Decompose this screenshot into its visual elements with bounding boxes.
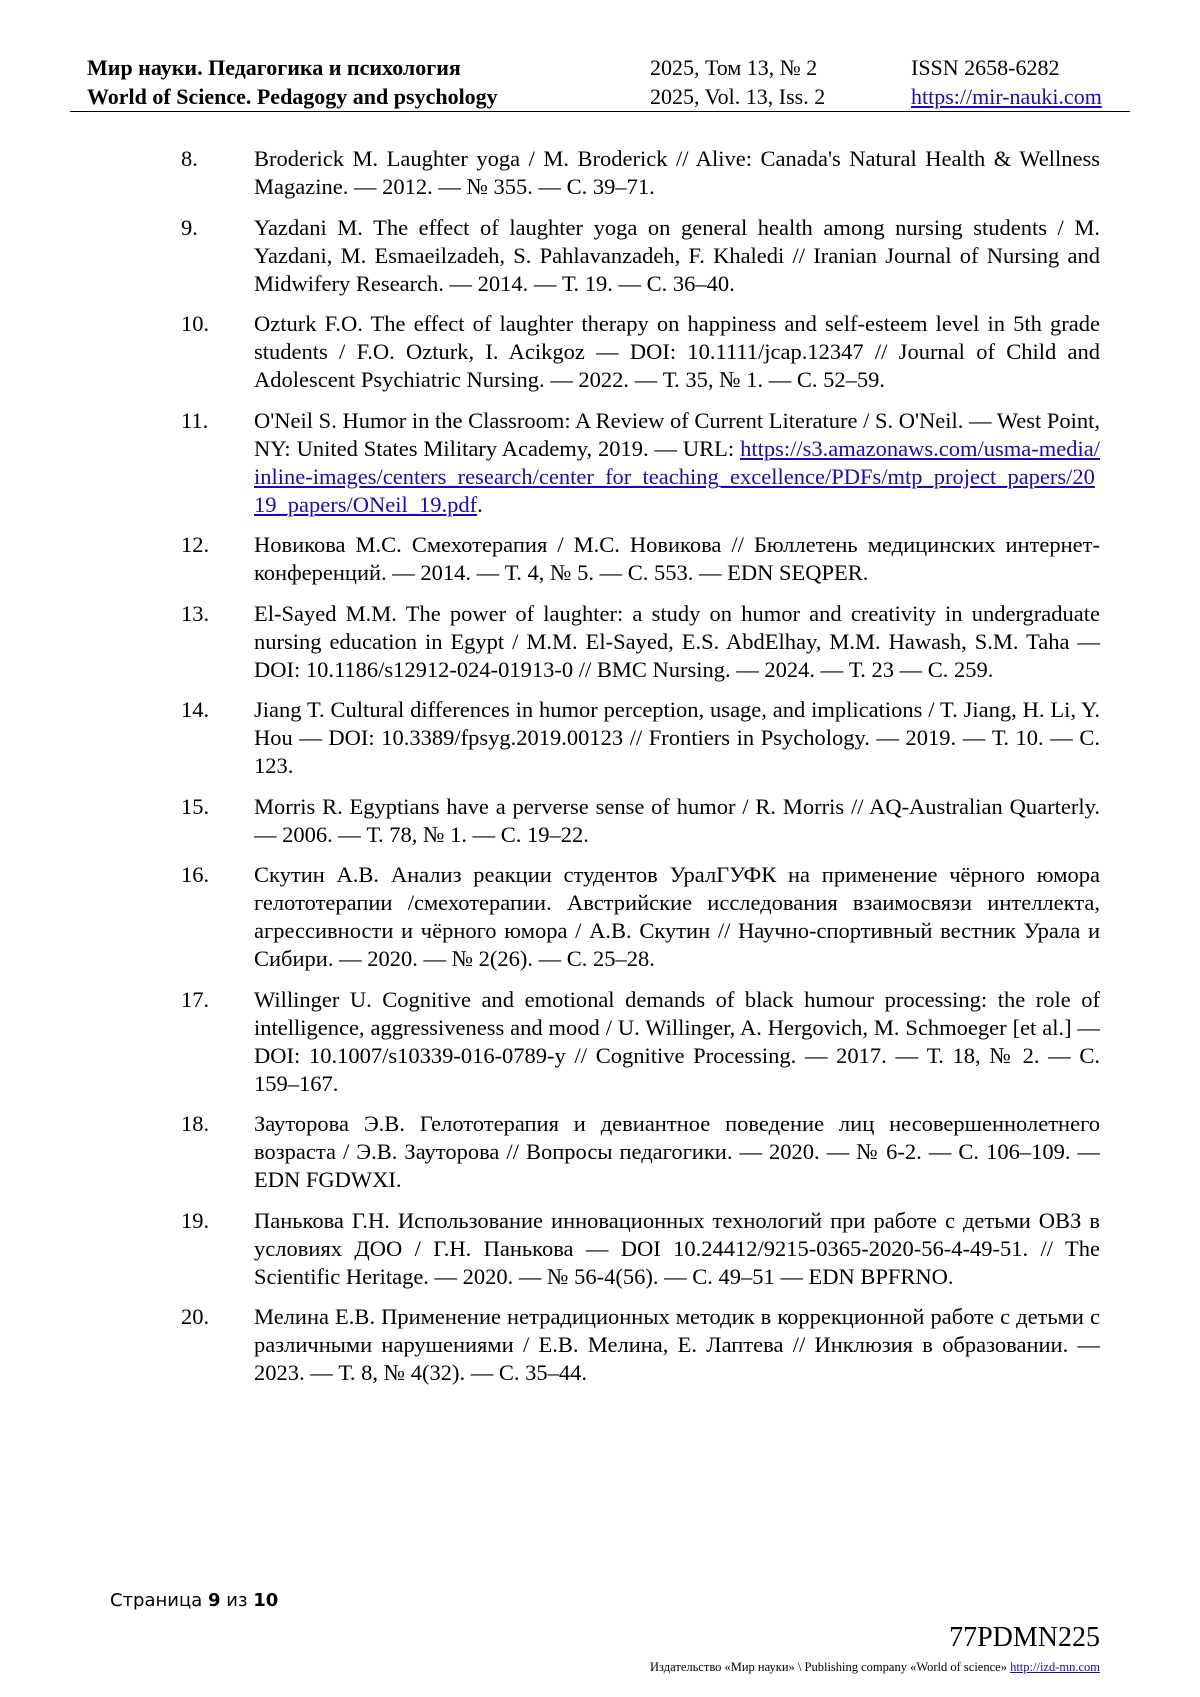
- reference-text: Зауторова Э.В. Гелототерапия и девиантное поведение лиц несовершеннолетнего возраста / Э.В. Зауторова // Вопросы педагогики. — 2020. — № 6-2. — С. 106–109. — EDN FGDWXI.: [254, 1111, 1100, 1192]
- publisher-link[interactable]: http://izd-mn.com: [1010, 1660, 1100, 1674]
- reference-text: El-Sayed M.M. The power of laughter: a study on humor and creativity in undergraduate nursing education in Egypt / M.M. El-Sayed, E.S. AbdElhay, M.M. Hawash, S.M. Taha — DOI: 10.1186/s12912-024-01913-0 // BMC Nursing. — 2024. — Т. 23 — С. 259.: [254, 600, 1100, 682]
- issue-info: [650, 53, 825, 111]
- reference-item: [181, 214, 1100, 298]
- reference-number: 10.: [181, 311, 210, 336]
- reference-item: [181, 145, 1100, 201]
- reference-number: 20.: [181, 1304, 210, 1329]
- reference-number: 13.: [181, 600, 210, 626]
- reference-item: [181, 986, 1100, 1098]
- reference-number: 12.: [181, 532, 210, 557]
- article-code: 77PDMN225: [949, 1622, 1100, 1653]
- issn-block: [911, 53, 1102, 111]
- reference-item: [181, 1303, 1100, 1387]
- reference-number: 19.: [181, 1207, 210, 1233]
- issn: ISSN 2658-6282: [911, 55, 1060, 80]
- reference-text: Jiang T. Cultural differences in humor perception, usage, and implications / T. Jiang, H. Li, Y. Hou — DOI: 10.3389/fpsyg.2019.00123 // Frontiers in Psychology. — 2019. — Т. 10. — С. 123.: [254, 697, 1100, 778]
- reference-url-link[interactable]: https://s3.amazonaws.com/usma-media/inline-images/centers_research/center_for_teaching_excellence/PDFs/mtp_project_papers/2019_papers/ONeil_19.pdf: [254, 435, 1100, 517]
- page-header: [70, 53, 1130, 112]
- reference-number: 17.: [181, 986, 210, 1012]
- reference-item: [181, 696, 1100, 780]
- publisher-name: Издательство «Мир науки» \ Publishing company «World of science»: [650, 1660, 1007, 1674]
- reference-text: Новикова М.С. Смехотерапия / М.С. Новикова // Бюллетень медицинских интернет-конференций. — 2014. — Т. 4, № 5. — С. 553. — EDN SEQPER.: [254, 532, 1100, 585]
- reference-number: 14.: [181, 697, 210, 722]
- reference-text: Yazdani M. The effect of laughter yoga on general health among nursing students / M. Yazdani, M. Esmaeilzadeh, S. Pahlavanzadeh, F. Khaledi // Iranian Journal of Nursing and Midwifery Research. — 2014. — Т. 19. — С. 36–40.: [254, 214, 1100, 296]
- reference-item: [181, 861, 1100, 973]
- reference-text: Панькова Г.Н. Использование инновационных технологий при работе с детьми ОВЗ в условиях ДОО / Г.Н. Панькова — DOI 10.24412/9215-0365-2020-56-4-49-51. // The Scientific Heritage. — 2020. — № 56-4(56). — С. 49–51 — EDN BPFRNO.: [254, 1207, 1100, 1289]
- reference-item: [181, 600, 1100, 684]
- total-pages: 10: [253, 1590, 279, 1611]
- reference-item: [181, 310, 1100, 394]
- reference-list: [181, 145, 1100, 1400]
- reference-text: Broderick M. Laughter yoga / M. Broderick // Alive: Canada's Natural Health & Wellness Magazine. — 2012. — № 355. — С. 39–71.: [254, 146, 1100, 199]
- issue-info-ru: 2025, Том 13, № 2: [650, 55, 818, 80]
- reference-number: 8.: [181, 146, 198, 171]
- issue-info-en: 2025, Vol. 13, Iss. 2: [650, 84, 826, 109]
- journal-title: [87, 53, 498, 111]
- reference-text: Willinger U. Cognitive and emotional demands of black humour processing: the role of intelligence, aggressiveness and mood / U. Willinger, A. Hergovich, M. Schmoeger [et al.] — DOI: 10.1007/s10339-016-0789-y // Cognitive Processing. — 2017. — Т. 18, № 2. — С. 159–167.: [254, 986, 1100, 1096]
- reference-number: 11.: [181, 407, 209, 433]
- reference-item: [181, 793, 1100, 849]
- reference-item: [181, 1110, 1100, 1194]
- reference-text: Скутин А.В. Анализ реакции студентов УралГУФК на применение чёрного юмора гелототерапии /смехотерапии. Австрийские исследования взаимосвязи интеллекта, агрессивности и чёрного юмора / А.В. Скутин // Научно-спортивный вестник Урала и Сибири. — 2020. — № 2(26). — С. 25–28.: [254, 862, 1100, 971]
- reference-item: [181, 531, 1100, 587]
- reference-text: Morris R. Egyptians have a perverse sense of humor / R. Morris // AQ-Australian Quarterly. — 2006. — Т. 78, № 1. — С. 19–22.: [254, 793, 1100, 847]
- reference-item: [181, 1207, 1100, 1291]
- reference-number: 18.: [181, 1111, 210, 1136]
- current-page: 9: [208, 1590, 221, 1611]
- journal-title-ru: Мир науки. Педагогика и психология: [87, 55, 461, 80]
- reference-number: 9.: [181, 214, 198, 240]
- page-counter: Страница 9 из 10: [110, 1590, 279, 1611]
- journal-website-link[interactable]: https://mir-nauki.com: [911, 84, 1102, 109]
- reference-text: O'Neil S. Humor in the Classroom: A Review of Current Literature / S. O'Neil. — West Point, NY: United States Military Academy, 2019. — URL: https://s3.amazonaws.com/usma-media/inline-images/centers_research/center_for_teaching_excellence/PDFs/mtp_project_papers/2019_papers/ONeil_19.pdf.: [254, 407, 1100, 517]
- reference-number: 16.: [181, 862, 210, 887]
- journal-title-en: World of Science. Pedagogy and psychology: [87, 84, 498, 109]
- reference-item: [181, 407, 1100, 519]
- reference-text: Ozturk F.O. The effect of laughter therapy on happiness and self-esteem level in 5th grade students / F.O. Ozturk, I. Acikgoz — DOI: 10.1111/jcap.12347 // Journal of Child and Adolescent Psychiatric Nursing. — 2022. — Т. 35, № 1. — С. 52–59.: [254, 311, 1100, 392]
- reference-text: Мелина Е.В. Применение нетрадиционных методик в коррекционной работе с детьми с различными нарушениями / Е.В. Мелина, Е. Лаптева // Инклюзия в образовании. — 2023. — Т. 8, № 4(32). — С. 35–44.: [254, 1304, 1100, 1385]
- reference-number: 15.: [181, 793, 210, 819]
- publisher-line: [650, 1660, 1100, 1675]
